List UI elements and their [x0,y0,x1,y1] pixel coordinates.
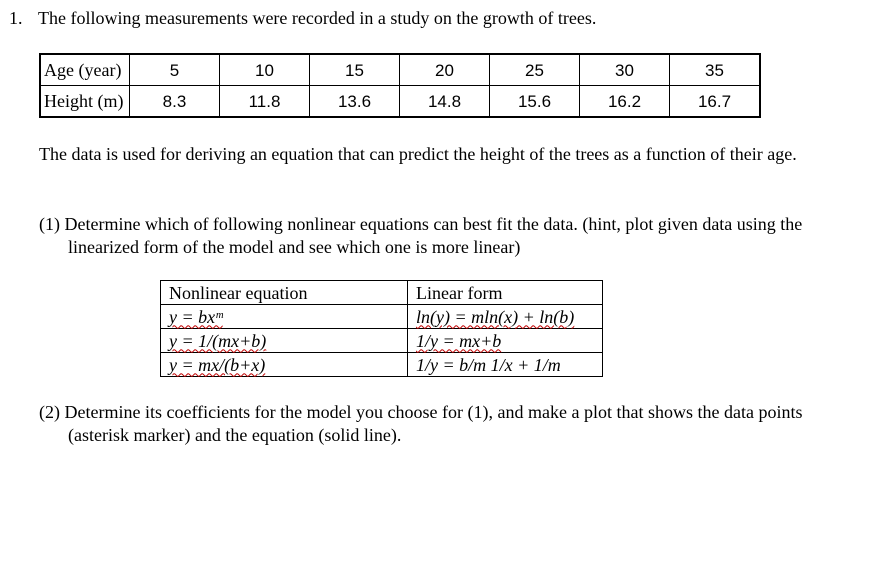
part-1-text [39,213,829,259]
part-1-body: (1) Determine which of following nonlinear equations can best fit the data. (hint, plot given data using the linearized form of the model and see which one is more linear) [39,214,803,257]
question-number: 1. [9,8,23,28]
equation-text: y = bxᵐ [169,306,223,327]
nonlinear-equation [161,305,408,329]
question-intro: The following measurements were recorded in a study on the growth of trees. [38,8,597,28]
question-title [9,7,596,30]
linear-form [408,353,603,377]
row-label-age: Age (year) [40,54,130,86]
row-label-height: Height (m) [40,86,130,118]
table-row-height [40,86,760,118]
table-row [161,305,603,329]
table-row [161,353,603,377]
linear-form [408,329,603,353]
measurements-table [39,53,761,118]
age-cell: 25 [490,54,580,86]
age-cell: 30 [580,54,670,86]
height-cell: 8.3 [130,86,220,118]
part-2-text [39,401,829,447]
nonlinear-equation [161,353,408,377]
height-cell: 14.8 [400,86,490,118]
table-row [161,329,603,353]
equation-text: 1/y = b/m 1/x + 1/m [416,354,561,375]
linear-form [408,305,603,329]
equations-table [160,280,603,377]
age-cell: 10 [220,54,310,86]
equation-text: y = 1/(mx+b) [169,330,267,351]
nonlinear-equation [161,329,408,353]
equation-text: 1/y = mx+b [416,330,502,351]
age-cell: 20 [400,54,490,86]
age-cell: 5 [130,54,220,86]
description-paragraph: The data is used for deriving an equation that can predict the height of the trees as a function of their age. [39,144,797,164]
equation-text: y = mx/(b+x) [169,354,266,375]
equations-header-row [161,281,603,305]
part-2-body: (2) Determine its coefficients for the model you choose for (1), and make a plot that shows the data points (asterisk marker) and the equation (solid line). [39,402,803,445]
height-cell: 15.6 [490,86,580,118]
header-nonlinear: Nonlinear equation [161,281,408,305]
height-cell: 16.7 [670,86,761,118]
header-linear: Linear form [408,281,603,305]
age-cell: 15 [310,54,400,86]
age-cell: 35 [670,54,761,86]
equation-text: ln(y) = mln(x) + ln(b) [416,306,575,327]
height-cell: 16.2 [580,86,670,118]
table-row-age [40,54,760,86]
height-cell: 13.6 [310,86,400,118]
height-cell: 11.8 [220,86,310,118]
